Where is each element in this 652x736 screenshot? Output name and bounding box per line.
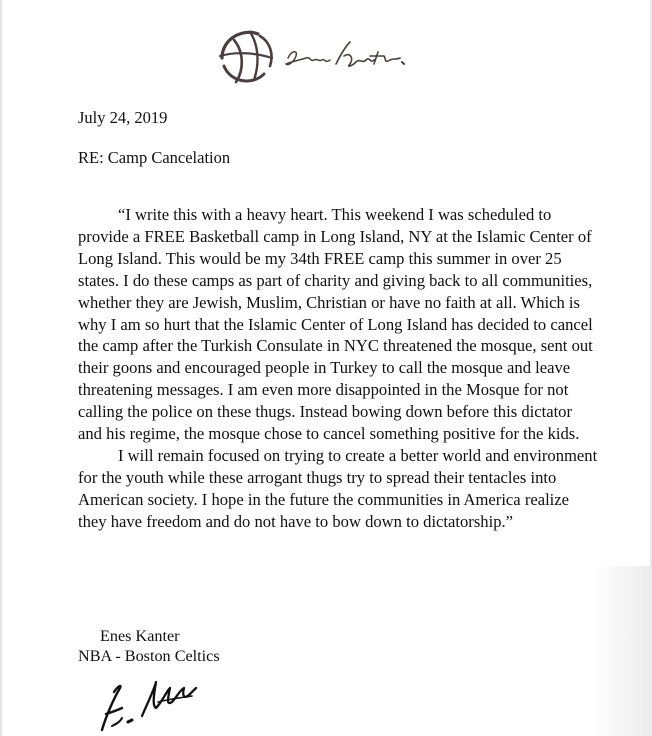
page-border-left: [0, 0, 2, 736]
page-shadow: [592, 566, 652, 736]
signer-title: NBA - Boston Celtics: [78, 647, 220, 665]
handwritten-signature: [92, 672, 202, 734]
letter-subject: RE: Camp Cancelation: [78, 148, 231, 167]
body-paragraph-2: I will remain focused on trying to create a better world and environment for the youth while these arrogant thugs try to spread their tentacles into American society. I hope in the future the communities in America realize they have freedom and do not have to bow down to dictatorship.”: [78, 445, 598, 531]
signature-icon: [92, 672, 202, 734]
letterhead-logo: [214, 22, 474, 92]
body-paragraph-1: “I write this with a heavy heart. This weekend I was scheduled to provide a FREE Basketball camp in Long Island, NY at the Islamic Center of Long Island. This would be my 34th FREE camp this summer in over 25 states. I do these camps as part of charity and giving back to all communities, whether they are Jewish, Muslim, Christian or have no faith at all. Which is why I am so hurt that the Islamic Center of Long Island has decided to cancel the camp after the Turkish Consulate in NYC threatened the mosque, sent out their goons and encouraged people in Turkey to call the mosque and leave threatening messages. I am even more disappointed in the Mosque for not calling the police on these thugs. Instead bowing down before this dictator and his regime, the mosque chose to cancel something positive for the kids.: [78, 205, 593, 444]
basketball-logo-icon: [214, 22, 474, 92]
signer-name: Enes Kanter: [100, 627, 180, 645]
letter-body: [78, 204, 598, 533]
letter-date: July 24, 2019: [78, 108, 168, 127]
